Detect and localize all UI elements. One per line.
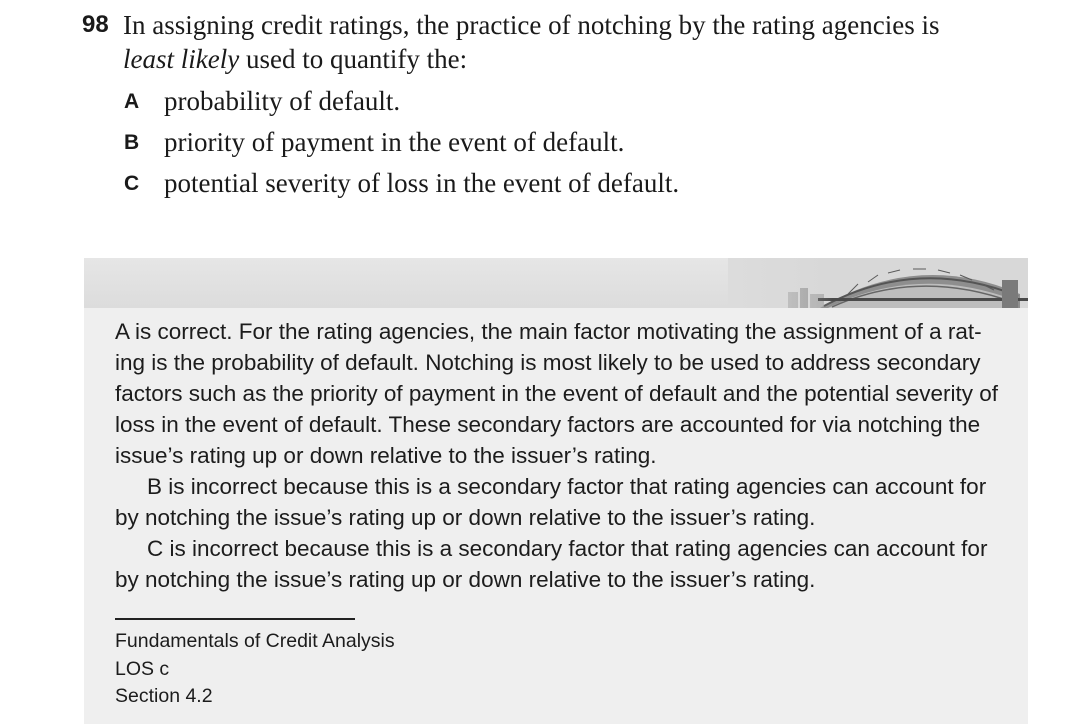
answer-explanation: [115, 316, 1001, 595]
source-section: Section 4.2: [115, 685, 213, 707]
option-text: potential severity of loss in the event of default.: [164, 168, 680, 198]
explanation-paragraph: C is incorrect because this is a secondary factor that rating agencies can account for by notching the issue’s rating up or down relative to the issuer’s rating.: [115, 536, 988, 592]
source-divider: [115, 618, 355, 620]
option-letter: A: [124, 90, 140, 113]
option-a: [82, 84, 1042, 125]
option-letter: C: [124, 172, 140, 195]
source-reference: [115, 628, 395, 711]
question-stem-emphasis: least likely: [123, 44, 240, 74]
option-b: [82, 125, 1042, 166]
question-block: [82, 8, 1042, 207]
question-stem: [82, 8, 1042, 76]
answer-options: [82, 84, 1042, 207]
source-reading: Fundamentals of Credit Analysis: [115, 630, 395, 652]
bridge-photo-icon: [728, 258, 1028, 308]
question-number: 98: [82, 11, 109, 38]
question-stem-text-end: used to quantify the:: [239, 44, 468, 74]
option-text: probability of default.: [164, 86, 401, 116]
answer-panel: [84, 258, 1028, 724]
question-stem-text: In assigning credit ratings, the practice of notching by the rating agencies is: [123, 10, 940, 40]
source-los: LOS c: [115, 657, 170, 680]
option-letter: B: [124, 131, 140, 154]
explanation-paragraph: B is incorrect because this is a secondary factor that rating agencies can account for by notching the issue’s rating up or down relative to the issuer’s rating.: [115, 474, 987, 530]
option-c: [82, 166, 1042, 207]
answer-banner: [84, 258, 1028, 308]
explanation-paragraph: A is correct. For the rating agencies, the main factor motivating the assignment of a rat-ing is the probability of default. Notching is most likely to be used to address secondary factors such as the priority of payment in the event of default and the potential severity of loss in the event of default. These secondary factors are accounted for via notching the issue’s rating up or down relative to the issuer’s rating.: [115, 319, 999, 468]
option-text: priority of payment in the event of default.: [164, 127, 625, 157]
